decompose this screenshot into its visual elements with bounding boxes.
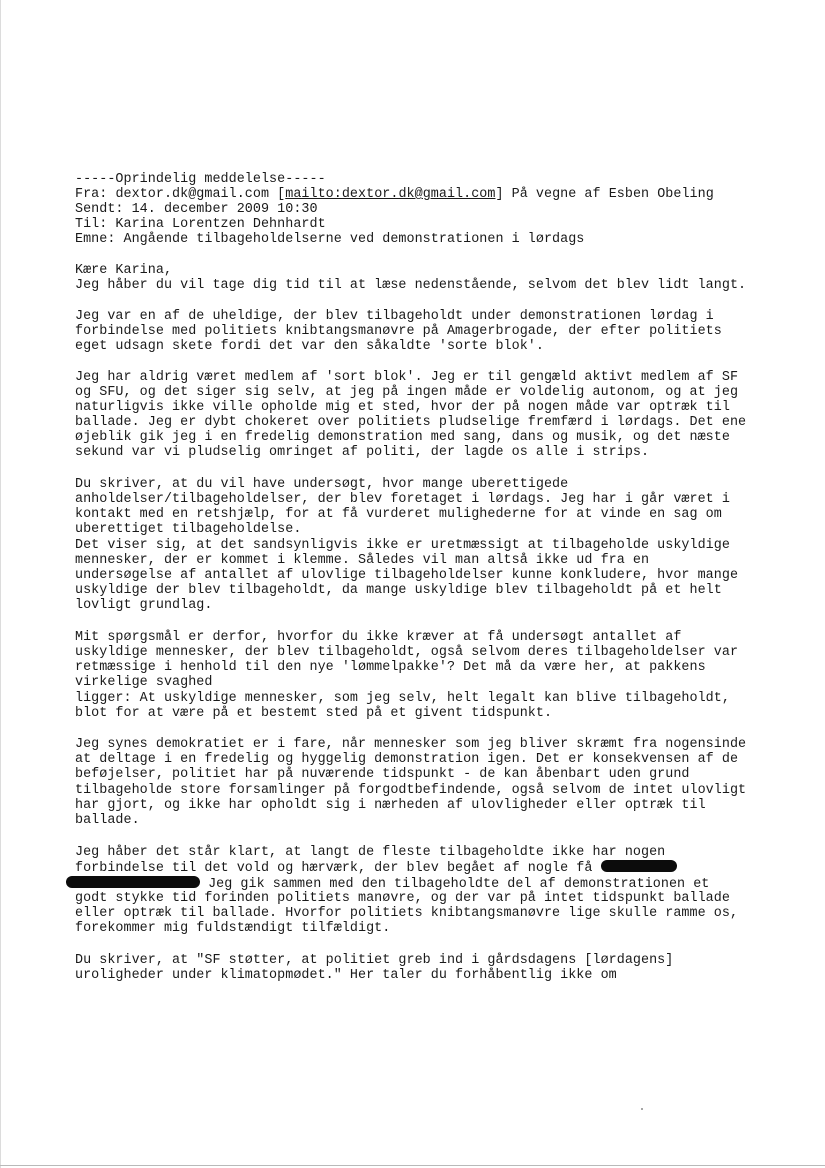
- mailto-bracket-close: ]: [495, 187, 504, 202]
- paragraph-2-line: ballade. Jeg er dybt chokeret over politiets pludselige fremfærd i lørdags. Det ene: [75, 415, 747, 430]
- paragraph-6-line: eller optræk til ballade. Hvorfor politiets knibtangsmanøvre lige skulle ramme os,: [75, 906, 739, 921]
- paragraph-1-line: eget udsagn skete fordi det var den såkaldte 'sorte blok'.: [75, 339, 544, 354]
- paragraph-3-line: Det viser sig, at det sandsynligvis ikke er uretmæssigt at tilbageholde uskyldige: [75, 538, 730, 553]
- from-line: [75, 187, 714, 202]
- scan-left-edge: [0, 0, 1, 1168]
- paragraph-3-line: uskyldige der blev tilbageholdt, da mange uskyldige blev tilbageholdt på et helt: [75, 583, 722, 598]
- paragraph-6-line: godt stykke tid forinden politiets manøvre, og der var på intet tidspunkt ballade: [75, 891, 730, 906]
- paragraph-5-line: beføjelser, politiet har på nuværende tidspunkt - de kan åbenbart uden grund: [75, 767, 690, 782]
- original-message-separator: -----Oprindelig meddelelse-----: [75, 172, 326, 187]
- paragraph-3-line: uberettiget tilbageholdelse.: [75, 522, 302, 537]
- paragraph-7-line: uroligheder under klimatopmødet." Her taler du forhåbentlig ikke om: [75, 968, 617, 983]
- paragraph-5-line: Jeg synes demokratiet er i fare, når mennesker som jeg bliver skræmt fra nogensinde: [75, 737, 747, 752]
- paragraph-3-line: Du skriver, at du vil have undersøgt, hvor mange uberettigede: [75, 477, 569, 492]
- paragraph-2-line: sekund var vi pludselig omringet af politi, der lagde os alle i strips.: [75, 445, 650, 460]
- paragraph-3-line: lovligt grundlag.: [75, 598, 213, 613]
- greeting: Kære Karina,: [75, 263, 173, 278]
- paragraph-1-line: Jeg var en af de uheldige, der blev tilbageholdt under demonstrationen lørdag i: [75, 309, 714, 324]
- paragraph-3-line: kontakt med en retshjælp, for at få vurderet mulighederne for at vinde en sag om: [75, 507, 722, 522]
- paragraph-4-line: virkelige svaghed: [75, 675, 213, 690]
- from-label: Fra:: [75, 187, 116, 202]
- paragraph-5-line: tilbageholde store forsamlinger på forgodtbefindende, også selvom de intet ulovligt: [75, 783, 747, 798]
- paragraph-4-line: retmæssige i henhold til den nye 'lømmelpakke'? Det må da være her, at pakkens: [75, 660, 706, 675]
- paragraph-2-line: Jeg har aldrig været medlem af 'sort blok'. Jeg er til gengæld aktivt medlem af SF: [75, 370, 739, 385]
- to-line: Til: Karina Lorentzen Dehnhardt: [75, 217, 326, 232]
- paragraph-4-line: blot for at være på et bestemt sted på et givent tidspunkt.: [75, 706, 553, 721]
- paragraph-7-line: Du skriver, at "SF støtter, at politiet greb ind i gårdsdagens [lørdagens]: [75, 953, 674, 968]
- paragraph-6-line: forekommer mig fuldstændigt tilfældigt.: [75, 921, 391, 936]
- paragraph-2-line: og SFU, og det siger sig selv, at jeg på ingen måde er voldelig autonom, og at jeg: [75, 385, 739, 400]
- paragraph-6-line: Jeg håber det står klart, at langt de fleste tilbageholdte ikke har nogen: [75, 845, 666, 860]
- paragraph-2-line: naturligvis ikke ville opholde mig et sted, hvor der på nogen måde var optræk til: [75, 400, 730, 415]
- redaction-bar: [66, 876, 200, 888]
- paragraph-3-line: anholdelser/tilbageholdelser, der blev foretaget i lørdags. Jeg har i går været i: [75, 492, 730, 507]
- intro-line: Jeg håber du vil tage dig tid til at læse nedenstående, selvom det blev lidt langt.: [75, 278, 747, 293]
- from-email: dextor.dk@gmail.com: [115, 187, 270, 202]
- paragraph-3-line: mennesker, der er kommet i klemme. Således vil man altså ikke ud fra en: [75, 553, 650, 568]
- scan-speck: [641, 1108, 643, 1110]
- paragraph-1-line: forbindelse med politiets knibtangsmanøvre på Amagerbrogade, der efter politiets: [75, 324, 722, 339]
- paragraph-6-line: [66, 876, 709, 892]
- subject-line: Emne: Angående tilbageholdelserne ved demonstrationen i lørdags: [75, 232, 585, 247]
- paragraph-2-line: øjeblik gik jeg i en fredelig demonstration med sang, dans og musik, og det næste: [75, 430, 730, 445]
- paragraph-6-text: Jeg gik sammen med den tilbageholdte del af demonstrationen et: [200, 877, 710, 892]
- mailto-bracket-open: [: [269, 187, 286, 202]
- redaction-bar: [601, 860, 677, 872]
- paragraph-5-line: ballade.: [75, 813, 140, 828]
- paragraph-6-text: forbindelse til det vold og hærværk, der blev begået af nogle få: [75, 861, 601, 876]
- paragraph-6-line: [75, 860, 677, 876]
- paragraph-4-line: Mit spørgsmål er derfor, hvorfor du ikke kræver at få undersøgt antallet af: [75, 630, 682, 645]
- sent-line: Sendt: 14. december 2009 10:30: [75, 202, 318, 217]
- paragraph-3-line: undersøgelse af antallet af ulovlige tilbageholdelser kunne konkludere, hvor mange: [75, 568, 739, 583]
- paragraph-5-line: har gjort, og ikke har opholdt sig i nærheden af ulovligheder eller optræk til: [75, 798, 706, 813]
- paragraph-4-line: ligger: At uskyldige mennesker, som jeg selv, helt legalt kan blive tilbageholdt,: [75, 691, 730, 706]
- scan-bottom-edge: [0, 1165, 825, 1166]
- on-behalf-text: På vegne af Esben Obeling: [503, 187, 714, 202]
- mailto-link[interactable]: mailto:dextor.dk@gmail.com: [285, 187, 496, 202]
- paragraph-4-line: uskyldige mennesker, der blev tilbageholdt, også selvom deres tilbageholdelser var: [75, 645, 739, 660]
- paragraph-5-line: at deltage i en fredelig og hyggelig demonstration igen. Det er konsekvensen af de: [75, 752, 739, 767]
